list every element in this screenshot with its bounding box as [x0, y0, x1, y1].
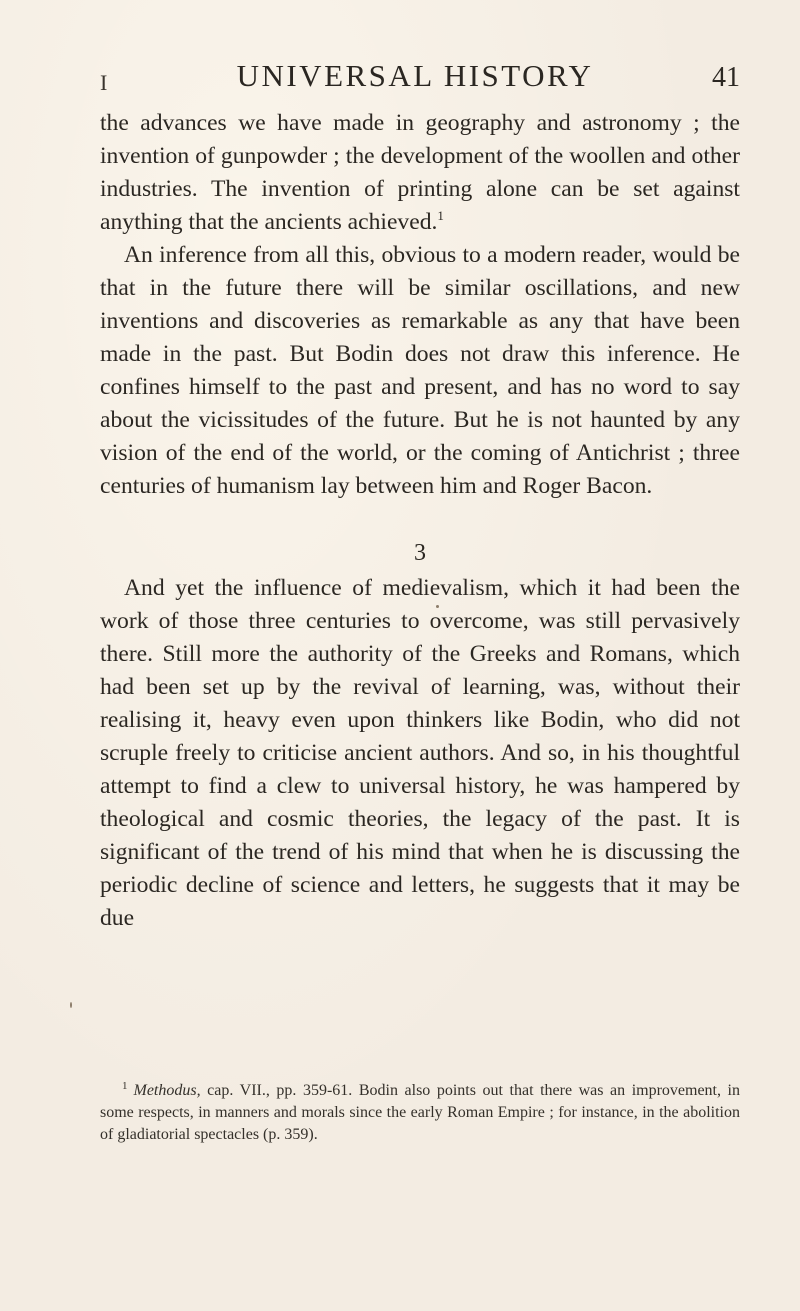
paragraph-2: An inference from all this, obvious to a modern reader, would be that in the future there will be similar oscillations, and new inventions and discoveries as remarkable as any that have been made in the past. But Bodin does not draw this inference. He confines himself to the past and present, and has no word to say about the vicissitudes of the future. But he is not haunted by any vision of the end of the world, or the coming of Antichrist ; three centuries of humanism lay between him and Roger Bacon. — [100, 242, 740, 499]
paper-speck — [436, 605, 439, 608]
footnote-title: Methodus, — [133, 1082, 201, 1099]
paragraph-1-text: the advances we have made in geography and astronomy ; the invention of gunpowder ; the development of the woollen and other industries. The invention of printing alone can be set against anything that the ancients achieved. — [100, 110, 740, 235]
paragraph-3: And yet the influence of medievalism, which it had been the work of those three centuries to overcome, was still pervasively there. Still more the authority of the Greeks and Romans, which had been set up by the revival of learning, was, without their realising it, heavy even upon thinkers like Bodin, who did not scruple freely to criticise ancient authors. And so, in his thoughtful attempt to find a clew to universal history, he was hampered by theological and cosmic theories, the legacy of the past. It is significant of the trend of his mind that when he is discussing the periodic decline of science and letters, he suggests that it may be due — [100, 575, 740, 931]
footnote — [100, 1080, 740, 1146]
body-text — [100, 107, 740, 935]
running-title: UNIVERSAL HISTORY — [236, 58, 594, 93]
section-number: 3 — [414, 540, 426, 566]
footnote-reference: 1 — [437, 208, 444, 224]
chapter-number: I — [100, 70, 108, 95]
page-header — [100, 58, 740, 98]
footnote-text: cap. VII., pp. 359-61. Bodin also points out that there was an improvement, in some respects, in manners and morals since the early Roman Empire ; for instance, in the abolition of gladiatorial spectacles (p. 359). — [100, 1082, 740, 1143]
paper-speck — [70, 1002, 72, 1008]
footnote-number: 1 — [122, 1079, 128, 1092]
page-number: 41 — [712, 62, 740, 93]
paragraph-1 — [100, 107, 740, 239]
